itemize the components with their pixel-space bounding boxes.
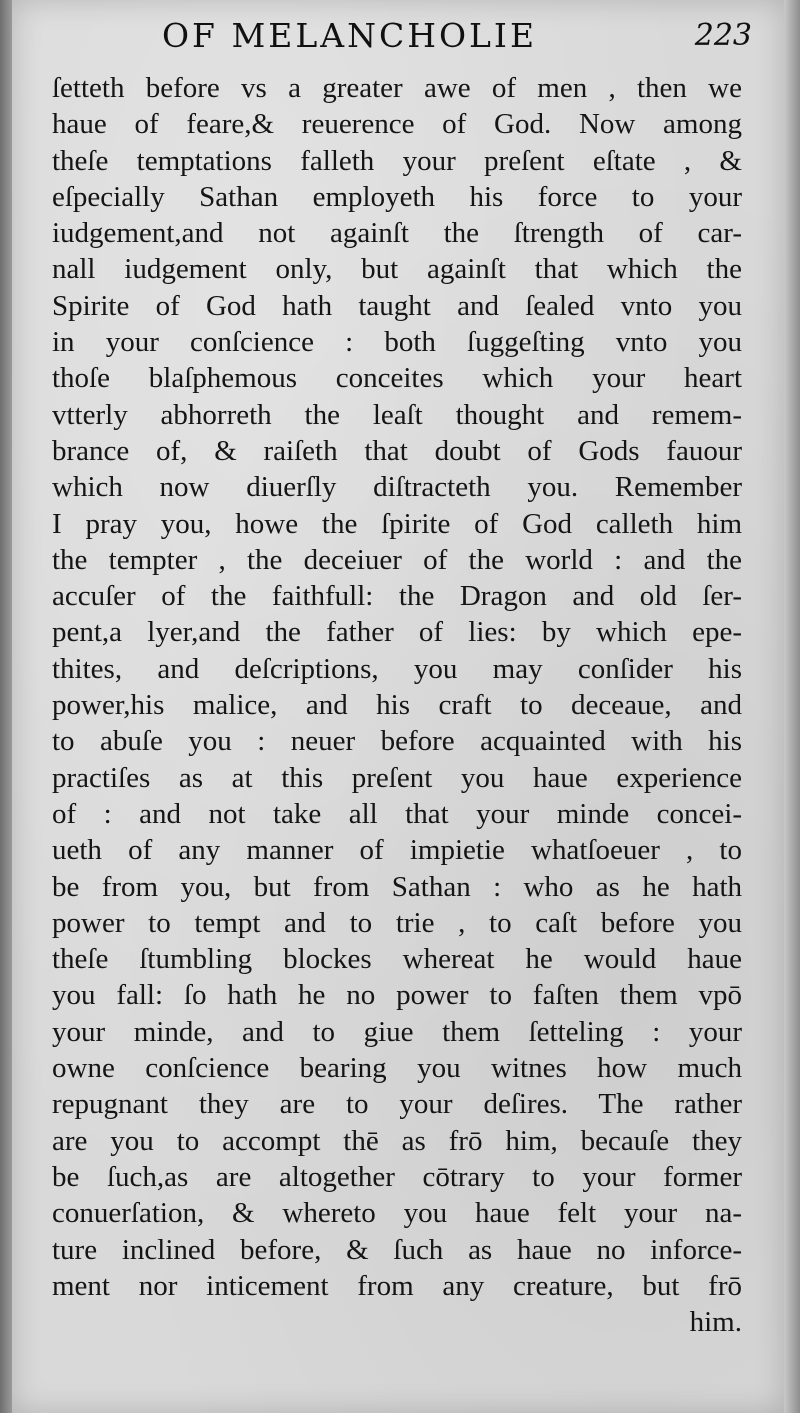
text-line: power,his malice, and his craft to deceaue, and xyxy=(52,689,742,722)
text-line: to abuſe you : neuer before acquainted with his xyxy=(52,725,742,758)
text-line: ſetteth before vs a greater awe of men , then we xyxy=(52,72,742,104)
text-line: you fall: ſo hath he no power to faſten them vpō xyxy=(52,979,742,1012)
text-line: theſe ſtumbling blockes whereat he would haue xyxy=(52,943,742,976)
text-line: brance of, & raiſeth that doubt of Gods fauour xyxy=(52,434,742,467)
text-line: thites, and deſcriptions, you may conſider his xyxy=(52,652,742,685)
text-line: I pray you, howe the ſpirite of God calleth him xyxy=(52,507,742,540)
text-line: ueth of any manner of impietie whatſoeuer , to xyxy=(52,834,742,867)
text-line: nall iudgement only, but againſt that which the xyxy=(52,253,742,286)
text-line: your minde, and to giue them ſetteling : your xyxy=(52,1015,742,1048)
book-page xyxy=(12,0,784,1413)
text-line: be ſuch,as are altogether cōtrary to your former xyxy=(52,1160,742,1193)
book-gutter-shadow xyxy=(0,0,12,1413)
text-line: ture inclined before, & ſuch as haue no inforce- xyxy=(52,1233,742,1266)
text-line: of : and not take all that your minde concei- xyxy=(52,797,742,830)
text-line: accuſer of the faithfull: the Dragon and old ſer- xyxy=(52,580,742,613)
text-line: Spirite of God hath taught and ſealed vnto you xyxy=(52,289,742,322)
text-line: repugnant they are to your deſires. The rather xyxy=(52,1088,742,1121)
text-line: theſe temptations falleth your preſent eſtate , & xyxy=(52,144,742,177)
running-head xyxy=(152,14,752,58)
text-line: power to tempt and to trie , to caſt before you xyxy=(52,906,742,939)
text-line: pent,a lyer,and the father of lies: by which epe- xyxy=(52,616,742,649)
text-line: vtterly abhorreth the leaſt thought and remem- xyxy=(52,398,742,431)
text-line: practiſes as at this preſent you haue experience xyxy=(52,761,742,794)
text-line: eſpecially Sathan employeth his force to your xyxy=(52,180,742,213)
text-line: be from you, but from Sathan : who as he hath xyxy=(52,870,742,903)
page-number: 223 xyxy=(694,18,752,53)
text-line: ment nor inticement from any creature, but frō xyxy=(52,1269,742,1302)
text-line: iudgement,and not againſt the ſtrength of car- xyxy=(52,217,742,250)
text-line: are you to accompt thē as frō him, becauſe they xyxy=(52,1124,742,1157)
text-line: haue of feare,& reuerence of God. Now among xyxy=(52,108,742,141)
running-title: OF MELANCHOLIE xyxy=(162,16,538,55)
page-edge xyxy=(784,0,800,1413)
text-line: him. xyxy=(689,1306,742,1339)
text-line: which now diuerſly diſtracteth you. Remember xyxy=(52,471,742,504)
text-line: conuerſation, & whereto you haue felt your na- xyxy=(52,1197,742,1230)
text-line: owne conſcience bearing you witnes how much xyxy=(52,1052,742,1085)
text-line: thoſe blaſphemous conceites which your heart xyxy=(52,362,742,395)
body-text xyxy=(52,70,742,1340)
text-line: the tempter , the deceiuer of the world : and the xyxy=(52,543,742,576)
text-line: in your conſcience : both ſuggeſting vnto you xyxy=(52,326,742,359)
